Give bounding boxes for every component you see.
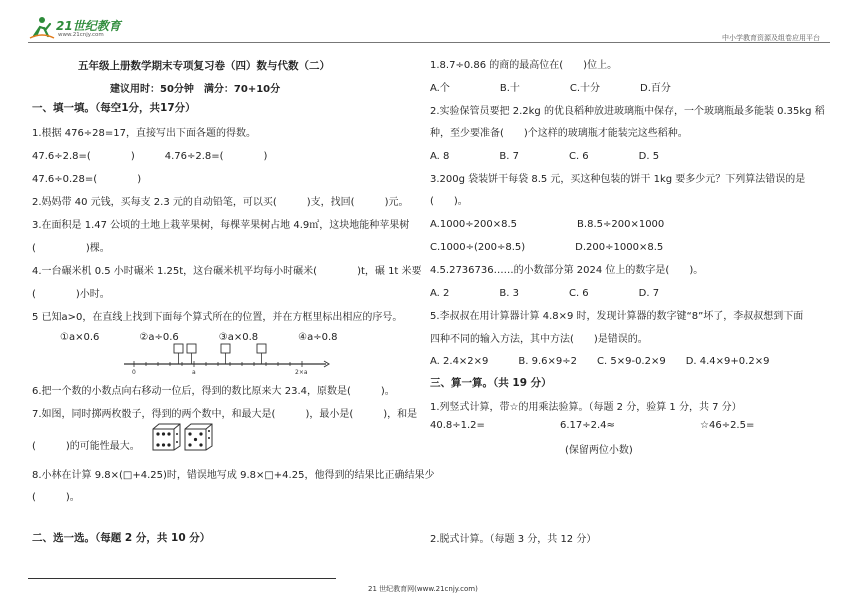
section-1-heading: 一、填一填。（每空1分，共17分） xyxy=(32,102,196,114)
question-line: 7.如图，同时掷两枚骰子，得到的两个数中，和最大是( )，最小是( )，和是 xyxy=(32,409,418,420)
question-line: 1.8.7÷0.86 的商的最高位在( )位上。 xyxy=(430,60,618,71)
question-line: 6.把一个数的小数点向右移动一位后，得到的数比原来大 23.4，原数是( )。 xyxy=(32,386,395,397)
question-line: ( )。 xyxy=(32,492,80,503)
number-line xyxy=(120,340,332,376)
page-subtitle: 建议用时：50分钟 满分：70+10分 xyxy=(110,84,281,95)
question-line: ( )小时。 xyxy=(32,289,110,300)
question-line: 4.一台碾米机 0.5 小时碾米 1.25t，这台碾米机平均每小时碾米( )t，碾 1t 米要 xyxy=(32,266,422,277)
option-line: A. 8 B. 7 C. 6 D. 5 xyxy=(430,151,660,162)
question-line: 5.李叔叔在用计算器计算 4.8×9 时，发现计算器的数字键“8”坏了，李叔叔想到下面 xyxy=(430,311,804,322)
question-line: 1.列竖式计算，带☆的用乘法验算。（每题 2 分，验算 1 分，共 7 分） xyxy=(430,402,742,413)
calc-item: ☆46÷2.5= xyxy=(700,420,755,431)
question-line: 3.200g 袋装饼干每袋 8.5 元，买这种包装的饼干 1kg 要多少元？下列算法错误的是 xyxy=(430,174,806,185)
option-line: A. 2.4×2×9 B. 9.6×9÷2 C. 5×9-0.2×9 D. 4.4×9+0.2×9 xyxy=(430,356,770,367)
dice-icon xyxy=(185,424,212,450)
header-platform-text: 中小学教育资源及组卷应用平台 xyxy=(722,34,820,42)
question-line: 5 已知a>0，在直线上找到下面每个算式所在的位置，并在方框里标出相应的序号。 xyxy=(32,312,403,323)
calc-item: 6.17÷2.4≈ xyxy=(560,420,615,431)
question-line: 2.实验保管员要把 2.2kg 的优良稻种放进玻璃瓶中保存，一个玻璃瓶最多能装 0.35kg 稻 xyxy=(430,106,825,117)
question-line: 47.6÷2.8=( ) 4.76÷2.8=( ) xyxy=(32,151,268,162)
option-line: A.个 B.十 C.十分 D.百分 xyxy=(430,83,671,94)
question-line: 种，至少要准备( )个这样的玻璃瓶才能装完这些稻种。 xyxy=(430,128,688,139)
answer-box[interactable] xyxy=(174,344,183,353)
dice-icon xyxy=(153,424,180,450)
question-line: ( )棵。 xyxy=(32,243,110,254)
question-line: 2.脱式计算。（每题 3 分，共 12 分） xyxy=(430,534,597,545)
option-line: A.1000÷200×8.5 B.8.5÷200×1000 xyxy=(430,219,665,230)
logo-text: 21世纪教育 xyxy=(56,19,121,33)
section-2-heading: 二、选一选。（每题 2 分，共 10 分） xyxy=(32,532,211,544)
header-divider xyxy=(28,42,830,43)
calc-item: 40.8÷1.2= xyxy=(430,420,485,431)
question-line: 1.根据 476÷28=17，直接写出下面各题的得数。 xyxy=(32,128,257,139)
number-line-label-zero: 0 xyxy=(132,369,136,376)
question-line: ( )的可能性最大。 xyxy=(32,441,140,452)
dice-image xyxy=(150,420,216,452)
section-3-heading: 三、算一算。（共 19 分） xyxy=(430,377,552,389)
answer-box[interactable] xyxy=(187,344,196,353)
question-line: 四种不同的输入方法，其中方法( )是错误的。 xyxy=(430,334,648,345)
page-title: 五年级上册数学期末专项复习卷（四）数与代数（二） xyxy=(78,60,330,72)
number-line-label-a: a xyxy=(192,369,196,376)
logo xyxy=(28,14,140,44)
question-line: 8.小林在计算 9.8×(□+4.25)时，错误地写成 9.8×□+4.25，他得到的结果比正确结果少 xyxy=(32,470,435,481)
question-line: ( )。 xyxy=(430,196,468,207)
footer-text: 21 世纪教育网(www.21cnjy.com) xyxy=(368,585,478,593)
logo-url: www.21cnjy.com xyxy=(58,32,104,38)
answer-box[interactable] xyxy=(257,344,266,353)
footer-divider xyxy=(28,578,336,579)
calc-note: (保留两位小数) xyxy=(565,445,633,456)
question-line: 2.妈妈带 40 元钱，买每支 2.3 元的自动铅笔，可以买( )支，找回( )元。 xyxy=(32,197,409,208)
option-line: C.1000÷(200÷8.5) D.200÷1000×8.5 xyxy=(430,242,664,253)
question-line: 47.6÷0.28=( ) xyxy=(32,174,142,185)
number-line-label-2a: 2×a xyxy=(295,369,308,376)
question-line: 3.在面积是 1.47 公顷的土地上栽苹果树，每棵苹果树占地 4.9㎡，这块地能种苹果树 xyxy=(32,220,410,231)
question-line: ①a×0.6 ②a÷0.6 ③a×0.8 ④a÷0.8 xyxy=(60,332,338,343)
option-line: A. 2 B. 3 C. 6 D. 7 xyxy=(430,288,660,299)
answer-box[interactable] xyxy=(221,344,230,353)
question-line: 4.5.2736736……的小数部分第 2024 位上的数字是( )。 xyxy=(430,265,704,276)
